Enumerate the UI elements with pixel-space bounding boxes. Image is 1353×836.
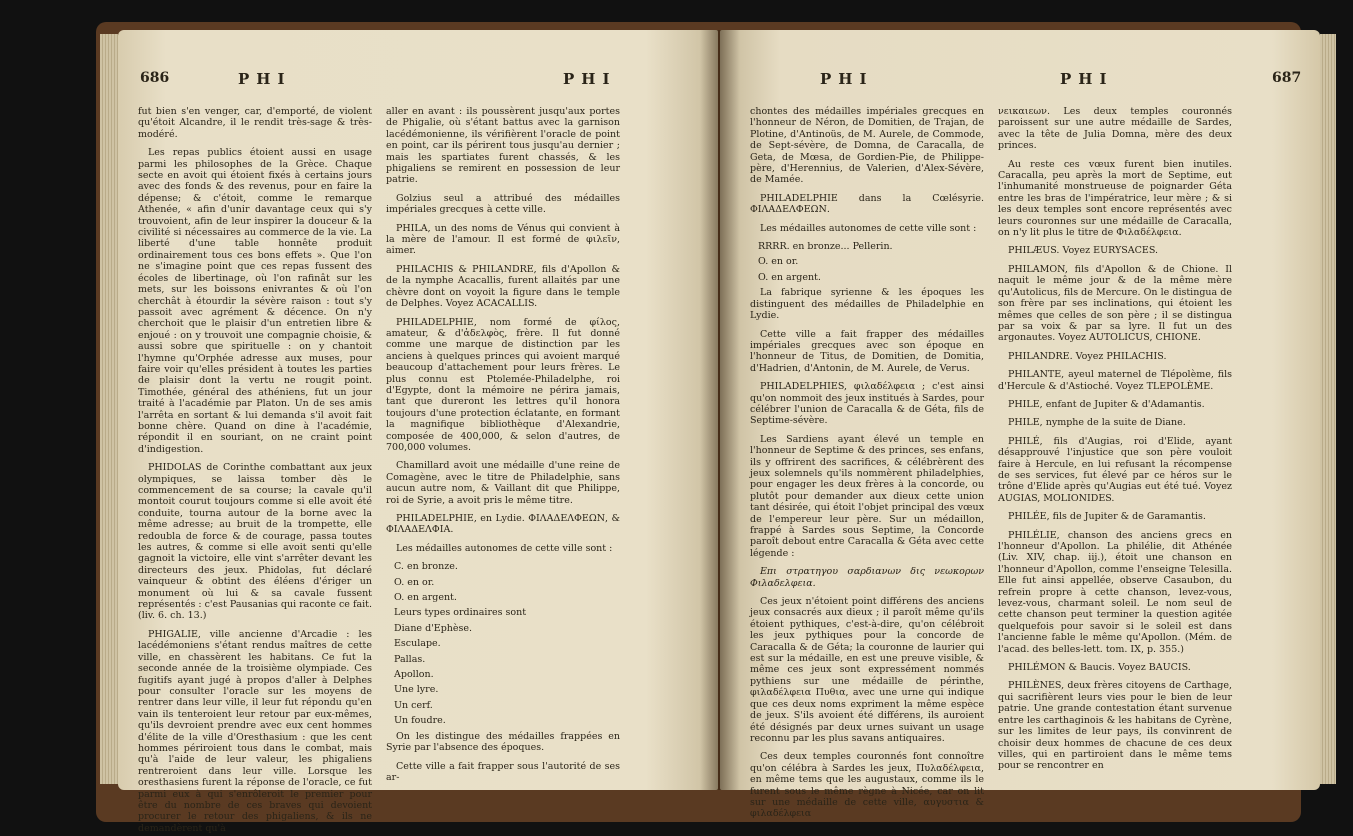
- paragraph: PHILÉ, fils d'Augias, roi d'Elide, ayant désapprouvé l'injustice que son père vouloit faire à Hercule, en lui refusant la récompense de ses services, fut élevé par ce héros sur le trône d'Elide après qu'Augias eut été tué. Voyez AUGIAS, MOLIONIDES.: [998, 435, 1232, 504]
- running-head-left-col2: PHI: [563, 70, 617, 88]
- running-head-right-col2: PHI: [1060, 70, 1114, 88]
- paragraph: PHILÉE, fils de Jupiter & de Garamantis.: [1008, 511, 1206, 523]
- paragraph: PHILADELPHIES, φιλαδέλφεια ; c'est ainsi qu'on nommoit des jeux institués à Sardes, pour célébrer l'union de Caracalla & de Géta, fils de Septime-sévère.: [750, 381, 984, 427]
- paragraph: PHILADELPHIE, en Lydie. ΦΙΛΑΔΕΛΦΕΩΝ, & ΦΙΛΑΔΕΛΦΙΑ.: [386, 513, 620, 536]
- paragraph: νεικαιεων. Les deux temples couronnés paroissent sur une autre médaille de Sardes, avec la tête de Julia Domna, mère des deux princes.: [998, 106, 1232, 152]
- paragraph: PHILA, un des noms de Vénus qui convient à la mère de l'amour. Il est formé de φιλεῖν, aimer.: [386, 222, 620, 257]
- paragraph: Ces jeux n'étoient point différens des anciens jeux consacrés aux dieux ; il paroît même qu'ils étoient pythiques, c'est-à-dire, qu'on célébroit les jeux pythiques pour la concorde de Caracalla & de Géta; la couronne de laurier qui est sur la médaille, en est une preuve visible, & même ces jeux sont expressément nommés pythiens sur une médaille de périnthe, φιλαδέλφεια Πυθια, avec une urne qui indique que ces deux noms expriment la même espèce de jeux. S'ils avoient été différens, ils auroient été désignés par deux urnes suivant un usage reconnu par les plus savans antiquaires.: [750, 596, 984, 744]
- paragraph: PHILADELPHIE, nom formé de φίλος, amateur, & d'ἀδελφὸς, frère. Il fut donné comme une marque de distinction par les anciens à quelques princes qui avoient marqué beaucoup d'attachement pour leurs frères. Le plus connu est Ptolemée-Philadelphe, roi d'Egypte, dont la mémoire ne périra jamais, tant que dureront les lettres qu'il honora toujours d'une protection éclatante, en formant la magnifique bibliothèque d'Alexandrie, composée de 400,000, & selon d'autres, de 700,000 volumes.: [386, 316, 620, 453]
- list-item: Diane d'Ephèse.: [394, 622, 473, 634]
- paragraph: PHILÈNES, deux frères citoyens de Carthage, qui sacrifièrent leurs vies pour le bien de leur patrie. Une grande contestation étant survenue entre les carthaginois & les habitans de Cyrène, sur les limites de leur pays, ils convinrent de choisir deux hommes de chacune de ces deux villes, qui en partiroient dans le même tems pour se rencontrer en: [998, 680, 1232, 772]
- paragraph: aller en avant : ils poussèrent jusqu'aux portes de Phigalie, où s'étant battus avec la garnison lacédémonienne, ils vérifièrent l'oracle de point en point, car ils périrent tous jusqu'au dernier ; mais les spartiates furent chassés, & les phigaliens se remirent en possession de leur patrie.: [386, 106, 620, 186]
- paragraph: Chamillard avoit une médaille d'une reine de Comagène, avec le titre de Philadelphie, sans aucun autre nom, & Vaillant dit que Philippe, roi de Syrie, a avoit pris le même titre.: [386, 460, 620, 506]
- paragraph: PHILADELPHIE dans la Cœlésyrie. ΦΙΛΑΔΕΛΦΕΩΝ.: [750, 192, 984, 216]
- paragraph: La fabrique syrienne & les époques les distinguent des médailles de Philadelphie en Lydie.: [750, 287, 984, 322]
- left-page-edges: [100, 34, 118, 784]
- paragraph: Cette ville a fait frapper des médailles impériales grecques avec son époque en l'honneur de Titus, de Domitien, de Domitia, d'Hadrien, d'Antonin, de M. Aurele, de Verus.: [750, 328, 984, 374]
- paragraph: On les distingue des médailles frappées en Syrie par l'absence des époques.: [386, 730, 620, 754]
- list-item: Esculape.: [394, 638, 441, 650]
- paragraph: PHILANTE, ayeul maternel de Tlépolème, fils d'Hercule & d'Astioché. Voyez TLEPOLÈME.: [998, 369, 1232, 392]
- paragraph: PHILÉMON & Baucis. Voyez BAUCIS.: [1008, 662, 1191, 674]
- list-item: O. en argent.: [758, 271, 821, 283]
- running-head-left-col1: PHI: [238, 70, 292, 88]
- paragraph: Les médailles autonomes de cette ville sont :: [760, 222, 977, 234]
- paragraph: Ces deux temples couronnés font connoître qu'on célébra à Sardes les jeux, Πυλαδέλφεια, en même tems que les augustaux, comme ils le furent sous le même règne à Nicée, car on lit sur une médaille de cette ville, αυγυστια & φιλαδέλφεια: [750, 751, 984, 820]
- list-item: Leurs types ordinaires sont: [394, 607, 527, 619]
- right-page-edges: [1320, 34, 1336, 784]
- list-item: C. en bronze.: [394, 561, 458, 573]
- list-item: Une lyre.: [394, 684, 439, 696]
- paragraph: Cette ville a fait frapper sous l'autorité de ses ar-: [386, 760, 620, 783]
- list-item: Apollon.: [394, 669, 434, 681]
- left-page-column-2: [386, 106, 620, 806]
- paragraph: PHILE, nymphe de la suite de Diane.: [1008, 417, 1186, 429]
- paragraph: fut bien s'en venger, car, d'emporté, de violent qu'étoit Alcandre, il le rendit très-sage & très-modéré.: [138, 106, 372, 140]
- left-page-column-1: [138, 106, 372, 834]
- page-number-right: 687: [1272, 70, 1302, 86]
- list-item: O. en argent.: [394, 592, 457, 604]
- paragraph: PHILANDRE. Voyez PHILACHIS.: [1008, 350, 1167, 362]
- list-item: RRRR. en bronze... Pellerin.: [758, 241, 893, 253]
- paragraph: PHILÉLIE, chanson des anciens grecs en l'honneur d'Apollon. La philélie, dit Athénée (Liv. XIV, chap. iij.), étoit une chanson en l'honneur d'Apollon, comme l'enseigne Telesilla. Elle fut ainsi appellée, observe Casaubon, du refrein propre à cette chanson, levez-vous, levez-vous, charmant soleil. Le nom seul de cette chanson peut terminer la question agitée quelquefois pour savoir si le soleil est dans l'ancienne fable le même qu'Apollon. (Mém. de l'acad. des belles-lett. tom. IX, p. 355.): [998, 529, 1232, 655]
- paragraph: PHILACHIS & PHILANDRE, fils d'Apollon & de la nymphe Acacallis, furent allaités par une chèvre dont on voyoit la figure dans le temple de Delphes. Voyez ACACALLIS.: [386, 263, 620, 310]
- list-item: Un foudre.: [394, 715, 446, 727]
- left-page: [118, 30, 718, 834]
- paragraph: PHIDOLAS de Corinthe combattant aux jeux olympiques, se laissa tomber dès le commencement de sa course; la cavale qu'il montoit courut toujours comme si elle avoit été conduite, tourna autour de la borne avec la même adresse; au bruit de la trompette, elle redoubla de force & de courage, passa toutes les autres, & comme si elle avoit senti qu'elle gagnoit la victoire, elle vint s'arrêter devant les directeurs des jeux. Phidolas, fut déclaré vainqueur & obtint des éléens d'ériger un monument où lui & sa cavale fussent représentés : c'est Pausanias qui raconte ce fait. (liv. 6. ch. 13.): [138, 462, 372, 622]
- list-item: Un cerf.: [394, 699, 433, 711]
- list-item: Pallas.: [394, 653, 426, 665]
- paragraph: PHIGALIE, ville ancienne d'Arcadie : les lacédémoniens s'étant rendus maîtres de cette ville, en chassèrent les habitans. Ce fut la seconde année de la troisième olympiade. Ces fugitifs ayant jugé à propos d'aller à Delphes pour consulter l'oracle sur les moyens de rentrer dans leur ville, il leur fut répondu qu'en vain ils tenteroient leur retour par eux-mêmes, qu'ils devroient prendre avec eux cent hommes d'élite de la ville d'Oresthasium : que les cent hommes périroient tous dans le combat, mais qu'à l'aide de leur valeur, les phigaliens rentreroient dans leur ville. Lorsque les oresthasiens furent la réponse de l'oracle, ce fut parmi eux à qui s'enrôleroit le premier pour être du nombre de ces braves qui devoient procurer le retour des phigaliens, & ils ne demandèrent qu'à: [138, 628, 372, 834]
- list-item: O. en or.: [758, 256, 799, 268]
- paragraph: Golzius seul a attribué des médailles impériales grecques à cette ville.: [386, 192, 620, 216]
- paragraph: PHILAMON, fils d'Apollon & de Chione. Il naquit le même jour & de la même mère qu'Autolicus, fils de Mercure. On le distingua de son frère par ses inclinations, qui étoient les mêmes que celles de son père ; il se distingua par sa voix & par sa lyre. Il fut un des argonautes. Voyez AUTOLICUS, CHIONE.: [998, 263, 1232, 344]
- page-number-left: 686: [140, 70, 170, 86]
- right-page-column-2: [998, 106, 1232, 806]
- right-page: [720, 30, 1320, 820]
- running-head-right-col1: PHI: [820, 70, 874, 88]
- paragraph: Les Sardiens ayant élevé un temple en l'honneur de Septime & des princes, ses enfans, ils y offrirent des sacrifices, & célébrèrent des jeux solemnels qu'ils nommèrent philadelphies, pour engager les deux frères à la concorde, ou plutôt pour demander aux dieux cette union tant désirée, qui étoit l'objet principal des vœux de l'empereur leur père. Sur un médaillon, frappé à Sardes sous Septime, la Concorde paroît debout entre Caracalla & Géta avec cette légende :: [750, 433, 984, 559]
- list-item: O. en or.: [394, 576, 435, 588]
- paragraph: PHILE, enfant de Jupiter & d'Adamantis.: [1008, 398, 1205, 410]
- book-gutter: [700, 30, 740, 790]
- right-page-column-1: [750, 106, 984, 820]
- paragraph: chontes des médailles impériales grecques en l'honneur de Néron, de Domitien, de Trajan, de Plotine, d'Antinoüs, de M. Aurele, de Commode, de Sept-sévère, de Domna, de Caracalla, de Geta, de Mœsa, de Gordien-Pie, de Philippe-père, d'Herennius, de Valerien, d'Alex-Sévère, de Mamée.: [750, 106, 984, 186]
- paragraph: Les médailles autonomes de cette ville sont :: [396, 542, 613, 554]
- paragraph: Les repas publics étoient aussi en usage parmi les philosophes de la Grèce. Chaque secte en avoit qui étoient fixés à certains jours avec des fonds & des revenus, pour en faire la dépense; & c'étoit, comme le remarque Athenée, « afin d'unir davantage ceux qui s'y trouvoient, afin de leur inspirer la douceur & la civilité si nécessaires au commerce de la vie. La liberté d'une table honnête produit ordinairement tous ces bons effets ». Que l'on ne s'imagine point que ces repas fussent des écoles de libertinage, où l'on rafinât sur les mets, sur les boissons enivrantes & où l'on cherchât à étourdir la sévère raison : tout s'y passoit avec agrément & décence. On n'y cherchoit que le plaisir d'un entretien libre & enjoué : on y trouvoit une compagnie choisie, & aussi sobre que spirituelle : on y chantoit l'hymne qu'Orphée adresse aux muses, pour faire voir qu'elles président à toutes les parties de plaisir dont la vertu ne rougit point. Timothée, général des athéniens, fut un jour traité à l'académie par Platon. Un de ses amis l'arrêta en sortant & lui demanda s'il avoit fait bonne chère. Quand on dine à l'académie, répondit il en souriant, on ne craint point d'indigestion.: [138, 147, 372, 455]
- paragraph: PHILÆUS. Voyez EURYSACES.: [1008, 245, 1159, 257]
- greek-legend: Επι στρατηγου σαρδιανων δις νεωκορων Φιλαδελφεια.: [750, 566, 984, 589]
- paragraph: Au reste ces vœux furent bien inutiles. Caracalla, peu après la mort de Septime, eut l'inhumanité monstrueuse de poignarder Géta entre les bras de l'impératrice, leur mère ; & si les deux temples sont encore représentés avec leurs couronnes sur une médaille de Caracalla, on n'y lit plus le titre de Φιλαδέλφεια.: [998, 158, 1232, 239]
